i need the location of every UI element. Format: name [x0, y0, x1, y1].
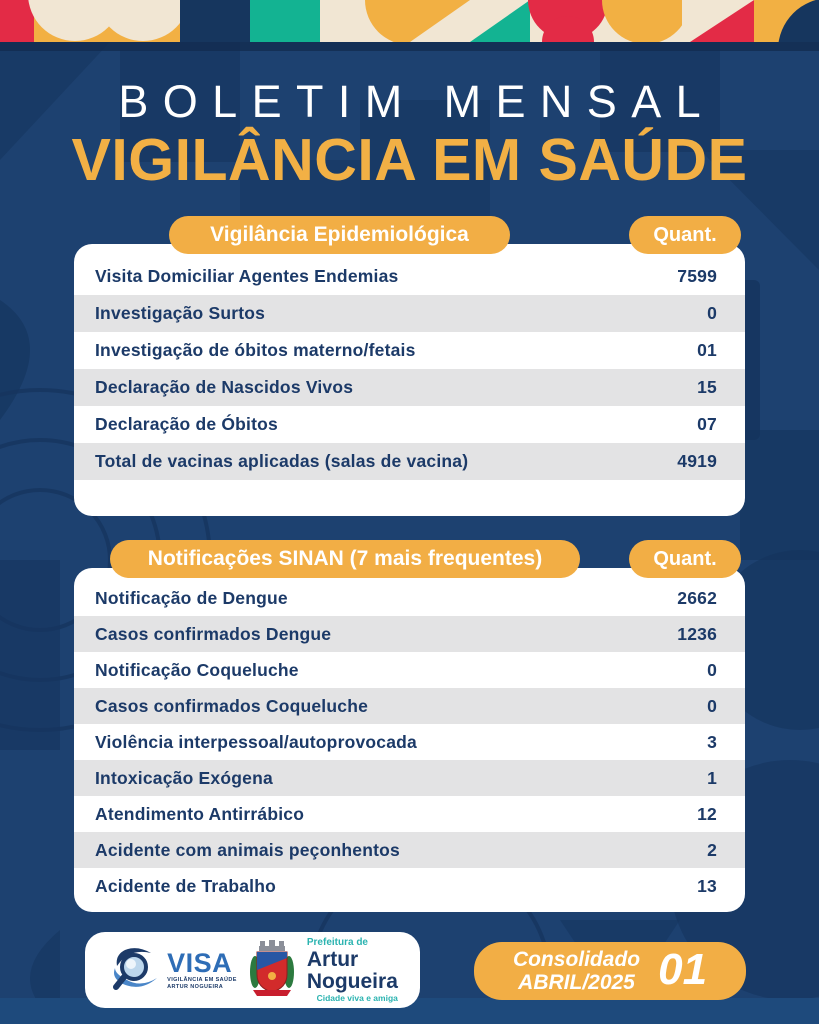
row-value: 13 [697, 875, 717, 896]
city-crest-icon [249, 940, 295, 1000]
table-row [74, 652, 745, 688]
data-table [74, 568, 745, 912]
quant-column-pill: Quant. [629, 216, 741, 254]
row-label: Casos confirmados Dengue [95, 623, 332, 644]
visa-subtitle-line1: VIGILÂNCIA EM SAÚDE [167, 977, 237, 984]
table-row [74, 796, 745, 832]
data-table [74, 244, 745, 516]
prefeitura-name-line2: Nogueira [306, 970, 398, 993]
table-row [74, 832, 745, 868]
row-label: Visita Domiciliar Agentes Endemias [95, 266, 399, 287]
section-header-pill: Vigilância Epidemiológica [169, 216, 510, 254]
row-label: Atendimento Antirrábico [95, 803, 305, 824]
prefeitura-text-block [307, 938, 398, 1002]
row-label: Casos confirmados Coqueluche [95, 695, 369, 716]
row-value: 7599 [677, 266, 717, 287]
row-value: 1 [707, 767, 717, 788]
footer [0, 912, 819, 1008]
row-value: 0 [707, 695, 717, 716]
table-row [74, 443, 745, 480]
consolidado-period: ABRIL/2025 [518, 971, 635, 995]
table-row [74, 406, 745, 443]
table-row [74, 295, 745, 332]
consolidado-label: Consolidado [512, 948, 641, 972]
row-label: Declaração de Nascidos Vivos [95, 377, 354, 398]
row-label: Investigação de óbitos materno/fetais [95, 340, 416, 361]
section-header-row [74, 540, 745, 578]
visa-logo [107, 944, 237, 996]
table-row [74, 868, 745, 904]
table-row [74, 760, 745, 796]
row-value: 15 [697, 377, 717, 398]
table-row [74, 369, 745, 406]
row-value: 2662 [677, 587, 717, 608]
prefeitura-name-line1: Artur [306, 948, 359, 972]
row-label: Declaração de Óbitos [95, 414, 278, 435]
prefeitura-slogan: Cidade viva e amiga [316, 992, 398, 1003]
row-label: Intoxicação Exógena [95, 767, 273, 788]
prefeitura-pre-label: Prefeitura de [306, 937, 368, 949]
row-value: 4919 [677, 451, 717, 472]
row-label: Notificação de Dengue [95, 587, 288, 608]
decorative-top-band-icon [0, 0, 819, 42]
table-row [74, 580, 745, 616]
consolidado-text [513, 948, 640, 994]
table-row [74, 332, 745, 369]
consolidado-badge [474, 942, 746, 1000]
row-value: 01 [697, 340, 717, 361]
row-value: 07 [697, 414, 717, 435]
table-row [74, 688, 745, 724]
row-label: Total de vacinas aplicadas (salas de vacina) [95, 451, 469, 472]
table-row [74, 258, 745, 295]
row-label: Acidente de Trabalho [95, 875, 276, 896]
page-subtitle: VIGILÂNCIA EM SAÚDE [71, 127, 748, 194]
row-value: 12 [697, 803, 717, 824]
visa-text-block [167, 950, 237, 990]
page-title: BOLETIM MENSAL [118, 76, 716, 127]
row-label: Investigação Surtos [95, 303, 266, 324]
row-label: Acidente com animais peçonhentos [95, 839, 400, 860]
visa-subtitle-line2: ARTUR NOGUEIRA [167, 983, 224, 990]
row-label: Notificação Coqueluche [95, 659, 299, 680]
visa-name: VISA [167, 948, 233, 979]
table-row [74, 724, 745, 760]
magnifier-eye-icon [107, 944, 165, 996]
row-value: 2 [707, 839, 717, 860]
row-value: 3 [707, 731, 717, 752]
quant-column-pill: Quant. [629, 540, 741, 578]
section-header-row [74, 216, 745, 254]
row-value: 1236 [677, 623, 717, 644]
logo-card [85, 932, 420, 1008]
section-vigilancia-epidemiologica [74, 216, 745, 516]
row-label: Violência interpessoal/autoprovocada [95, 731, 417, 752]
row-value: 0 [707, 303, 717, 324]
row-value: 0 [707, 659, 717, 680]
section-notificacoes-sinan [74, 540, 745, 912]
section-header-pill: Notificações SINAN (7 mais frequentes) [110, 540, 580, 578]
table-row [74, 616, 745, 652]
consolidado-number: 01 [658, 945, 708, 995]
